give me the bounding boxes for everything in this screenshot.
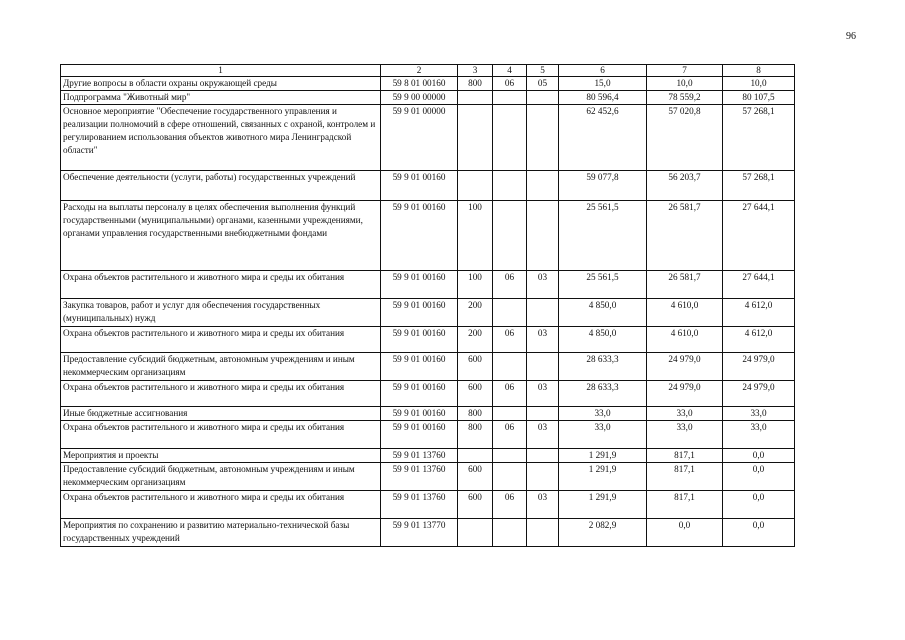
expense-type-cell: 100 — [458, 271, 493, 299]
subsection-cell — [527, 201, 559, 271]
subsection-cell — [527, 105, 559, 171]
amount-year-1-cell: 62 452,6 — [559, 105, 647, 171]
row-name-cell: Другие вопросы в области охраны окружающей среды — [61, 77, 381, 91]
section-cell — [493, 463, 527, 491]
subsection-cell: 03 — [527, 381, 559, 407]
column-header: 1 — [61, 65, 381, 77]
row-name-cell: Основное мероприятие "Обеспечение государственного управления и реализации полномочий в сфере отношений, связанных с охраной, контролем и регулированием использования объектов животного мира Ленинградской области" — [61, 105, 381, 171]
amount-year-1-cell: 2 082,9 — [559, 519, 647, 547]
expense-type-cell: 800 — [458, 77, 493, 91]
amount-year-1-cell: 25 561,5 — [559, 271, 647, 299]
row-name-cell: Расходы на выплаты персоналу в целях обеспечения выполнения функций государственными (муниципальными) органами, казенными учреждениями, органами управления государственными внебюджетными фондами — [61, 201, 381, 271]
row-name-cell: Мероприятия по сохранению и развитию материально-технической базы государственных учреждений — [61, 519, 381, 547]
subsection-cell: 05 — [527, 77, 559, 91]
row-name-cell: Закупка товаров, работ и услуг для обеспечения государственных (муниципальных) нужд — [61, 299, 381, 327]
amount-year-2-cell: 33,0 — [647, 421, 723, 449]
subsection-cell: 03 — [527, 327, 559, 353]
amount-year-2-cell: 33,0 — [647, 407, 723, 421]
table-row — [61, 381, 795, 407]
table-row — [61, 353, 795, 381]
subsection-cell: 03 — [527, 491, 559, 519]
target-code-cell: 59 9 01 00160 — [381, 353, 458, 381]
amount-year-1-cell: 1 291,9 — [559, 449, 647, 463]
amount-year-3-cell: 33,0 — [723, 407, 795, 421]
target-code-cell: 59 9 01 13760 — [381, 463, 458, 491]
row-name-cell: Охрана объектов растительного и животного мира и среды их обитания — [61, 491, 381, 519]
section-cell: 06 — [493, 491, 527, 519]
table-row — [61, 327, 795, 353]
expense-type-cell: 800 — [458, 421, 493, 449]
subsection-cell: 03 — [527, 271, 559, 299]
subsection-cell — [527, 463, 559, 491]
target-code-cell: 59 9 01 00160 — [381, 407, 458, 421]
expense-type-cell — [458, 105, 493, 171]
amount-year-3-cell: 24 979,0 — [723, 353, 795, 381]
amount-year-2-cell: 56 203,7 — [647, 171, 723, 201]
amount-year-1-cell: 4 850,0 — [559, 327, 647, 353]
row-name-cell: Мероприятия и проекты — [61, 449, 381, 463]
subsection-cell — [527, 519, 559, 547]
subsection-cell — [527, 299, 559, 327]
row-name-cell: Подпрограмма "Животный мир" — [61, 91, 381, 105]
row-name-cell: Предоставление субсидий бюджетным, автономным учреждениям и иным некоммерческим организациям — [61, 463, 381, 491]
amount-year-3-cell: 24 979,0 — [723, 381, 795, 407]
amount-year-1-cell: 59 077,8 — [559, 171, 647, 201]
column-header: 3 — [458, 65, 493, 77]
table-row — [61, 491, 795, 519]
section-cell — [493, 407, 527, 421]
target-code-cell: 59 9 01 00160 — [381, 171, 458, 201]
expense-type-cell: 600 — [458, 491, 493, 519]
amount-year-3-cell: 27 644,1 — [723, 271, 795, 299]
subsection-cell — [527, 171, 559, 201]
amount-year-2-cell: 0,0 — [647, 519, 723, 547]
table-row — [61, 299, 795, 327]
amount-year-1-cell: 1 291,9 — [559, 491, 647, 519]
amount-year-3-cell: 80 107,5 — [723, 91, 795, 105]
amount-year-3-cell: 57 268,1 — [723, 171, 795, 201]
table-row — [61, 105, 795, 171]
expense-type-cell — [458, 519, 493, 547]
amount-year-3-cell: 4 612,0 — [723, 327, 795, 353]
subsection-cell — [527, 353, 559, 381]
target-code-cell: 59 9 01 00160 — [381, 421, 458, 449]
target-code-cell: 59 9 01 00160 — [381, 327, 458, 353]
target-code-cell: 59 9 01 00160 — [381, 381, 458, 407]
subsection-cell — [527, 91, 559, 105]
subsection-cell — [527, 449, 559, 463]
expense-type-cell — [458, 91, 493, 105]
amount-year-2-cell: 817,1 — [647, 463, 723, 491]
section-cell — [493, 201, 527, 271]
amount-year-1-cell: 4 850,0 — [559, 299, 647, 327]
target-code-cell: 59 9 01 13760 — [381, 491, 458, 519]
amount-year-1-cell: 15,0 — [559, 77, 647, 91]
table-row — [61, 519, 795, 547]
section-cell: 06 — [493, 421, 527, 449]
expense-type-cell: 100 — [458, 201, 493, 271]
expense-type-cell — [458, 449, 493, 463]
target-code-cell: 59 8 01 00160 — [381, 77, 458, 91]
section-cell: 06 — [493, 381, 527, 407]
table-row — [61, 171, 795, 201]
amount-year-2-cell: 24 979,0 — [647, 353, 723, 381]
table-row — [61, 91, 795, 105]
amount-year-2-cell: 817,1 — [647, 449, 723, 463]
amount-year-1-cell: 33,0 — [559, 421, 647, 449]
subsection-cell — [527, 407, 559, 421]
column-header: 7 — [647, 65, 723, 77]
column-header: 5 — [527, 65, 559, 77]
row-name-cell: Предоставление субсидий бюджетным, автономным учреждениям и иным некоммерческим организациям — [61, 353, 381, 381]
amount-year-2-cell: 24 979,0 — [647, 381, 723, 407]
amount-year-1-cell: 1 291,9 — [559, 463, 647, 491]
amount-year-1-cell: 28 633,3 — [559, 353, 647, 381]
amount-year-3-cell: 27 644,1 — [723, 201, 795, 271]
amount-year-1-cell: 33,0 — [559, 407, 647, 421]
amount-year-2-cell: 817,1 — [647, 491, 723, 519]
amount-year-3-cell: 33,0 — [723, 421, 795, 449]
expense-type-cell: 600 — [458, 381, 493, 407]
section-cell — [493, 171, 527, 201]
column-header: 6 — [559, 65, 647, 77]
section-cell — [493, 105, 527, 171]
table-header-row — [61, 65, 795, 77]
section-cell: 06 — [493, 77, 527, 91]
column-header: 2 — [381, 65, 458, 77]
amount-year-3-cell: 0,0 — [723, 491, 795, 519]
amount-year-2-cell: 10,0 — [647, 77, 723, 91]
table-row — [61, 407, 795, 421]
table-row — [61, 271, 795, 299]
amount-year-3-cell: 0,0 — [723, 449, 795, 463]
amount-year-2-cell: 26 581,7 — [647, 201, 723, 271]
subsection-cell: 03 — [527, 421, 559, 449]
amount-year-3-cell: 57 268,1 — [723, 105, 795, 171]
table-row — [61, 421, 795, 449]
table-row — [61, 449, 795, 463]
section-cell — [493, 353, 527, 381]
amount-year-3-cell: 0,0 — [723, 519, 795, 547]
section-cell — [493, 299, 527, 327]
page-number: 96 — [846, 31, 856, 42]
target-code-cell: 59 9 01 00160 — [381, 271, 458, 299]
expense-type-cell: 600 — [458, 353, 493, 381]
section-cell — [493, 519, 527, 547]
table-row — [61, 77, 795, 91]
target-code-cell: 59 9 00 00000 — [381, 91, 458, 105]
expense-type-cell: 800 — [458, 407, 493, 421]
expense-type-cell: 200 — [458, 327, 493, 353]
budget-table — [60, 64, 795, 547]
expense-type-cell: 600 — [458, 463, 493, 491]
amount-year-2-cell: 78 559,2 — [647, 91, 723, 105]
row-name-cell: Обеспечение деятельности (услуги, работы) государственных учреждений — [61, 171, 381, 201]
row-name-cell: Охрана объектов растительного и животного мира и среды их обитания — [61, 271, 381, 299]
row-name-cell: Охрана объектов растительного и животного мира и среды их обитания — [61, 381, 381, 407]
table-row — [61, 201, 795, 271]
target-code-cell: 59 9 01 00160 — [381, 201, 458, 271]
target-code-cell: 59 9 01 13760 — [381, 449, 458, 463]
amount-year-1-cell: 28 633,3 — [559, 381, 647, 407]
row-name-cell: Охрана объектов растительного и животного мира и среды их обитания — [61, 327, 381, 353]
amount-year-2-cell: 26 581,7 — [647, 271, 723, 299]
section-cell — [493, 449, 527, 463]
expense-type-cell — [458, 171, 493, 201]
target-code-cell: 59 9 01 13770 — [381, 519, 458, 547]
section-cell: 06 — [493, 327, 527, 353]
amount-year-2-cell: 4 610,0 — [647, 327, 723, 353]
row-name-cell: Охрана объектов растительного и животного мира и среды их обитания — [61, 421, 381, 449]
column-header: 8 — [723, 65, 795, 77]
amount-year-2-cell: 4 610,0 — [647, 299, 723, 327]
expense-type-cell: 200 — [458, 299, 493, 327]
section-cell — [493, 91, 527, 105]
section-cell: 06 — [493, 271, 527, 299]
amount-year-3-cell: 4 612,0 — [723, 299, 795, 327]
amount-year-3-cell: 10,0 — [723, 77, 795, 91]
target-code-cell: 59 9 01 00160 — [381, 299, 458, 327]
target-code-cell: 59 9 01 00000 — [381, 105, 458, 171]
amount-year-1-cell: 25 561,5 — [559, 201, 647, 271]
amount-year-2-cell: 57 020,8 — [647, 105, 723, 171]
amount-year-1-cell: 80 596,4 — [559, 91, 647, 105]
row-name-cell: Иные бюджетные ассигнования — [61, 407, 381, 421]
amount-year-3-cell: 0,0 — [723, 463, 795, 491]
column-header: 4 — [493, 65, 527, 77]
table-row — [61, 463, 795, 491]
